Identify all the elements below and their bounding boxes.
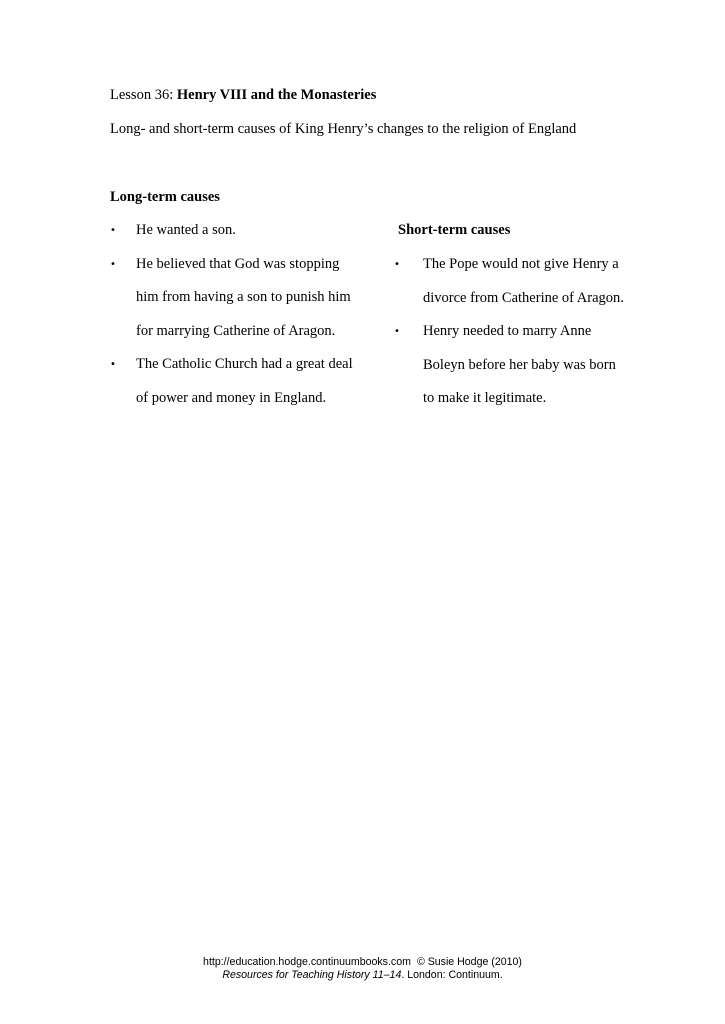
list-item (110, 348, 355, 415)
bullet-icon: • (394, 259, 400, 270)
footer-copyright: © Susie Hodge (2010) (416, 956, 522, 968)
footer-line-1 (0, 956, 725, 969)
lesson-title (110, 87, 376, 104)
footer-url[interactable]: http://education.hodge.continuumbooks.com (203, 956, 411, 968)
footer-book-title: Resources for Teaching History 11–14 (222, 969, 402, 981)
list-item-text: The Pope would not give Henry a divorce from Catherine of Aragon. (423, 256, 624, 306)
list-item (110, 214, 355, 248)
lesson-topic: Henry VIII and the Monasteries (176, 87, 377, 103)
long-term-list (110, 214, 355, 416)
list-item-text: Henry needed to marry Anne Boleyn before her baby was born to make it legitimate. (423, 323, 616, 407)
short-term-list (394, 248, 624, 416)
footer-publisher: . London: Continuum. (401, 969, 503, 981)
page-footer (0, 956, 725, 982)
bullet-icon: • (110, 359, 116, 371)
lesson-subtitle: Long- and short-term causes of King Henry’s changes to the religion of England (110, 121, 577, 137)
bullet-icon: • (394, 326, 400, 338)
short-term-heading: Short-term causes (398, 222, 511, 238)
list-item-text: He believed that God was stopping him from having a son to punish him for marrying Catherine of Aragon. (136, 255, 351, 339)
lesson-number: Lesson 36: (110, 87, 177, 103)
list-item (394, 248, 624, 315)
list-item (110, 248, 355, 349)
list-item-text: The Catholic Church had a great deal of power and money in England. (136, 356, 353, 406)
footer-line-2 (0, 969, 725, 982)
list-item (394, 315, 624, 416)
bullet-icon: • (110, 225, 116, 236)
long-term-heading: Long-term causes (110, 189, 220, 205)
list-item-text: He wanted a son. (136, 222, 236, 238)
bullet-icon: • (110, 258, 116, 270)
